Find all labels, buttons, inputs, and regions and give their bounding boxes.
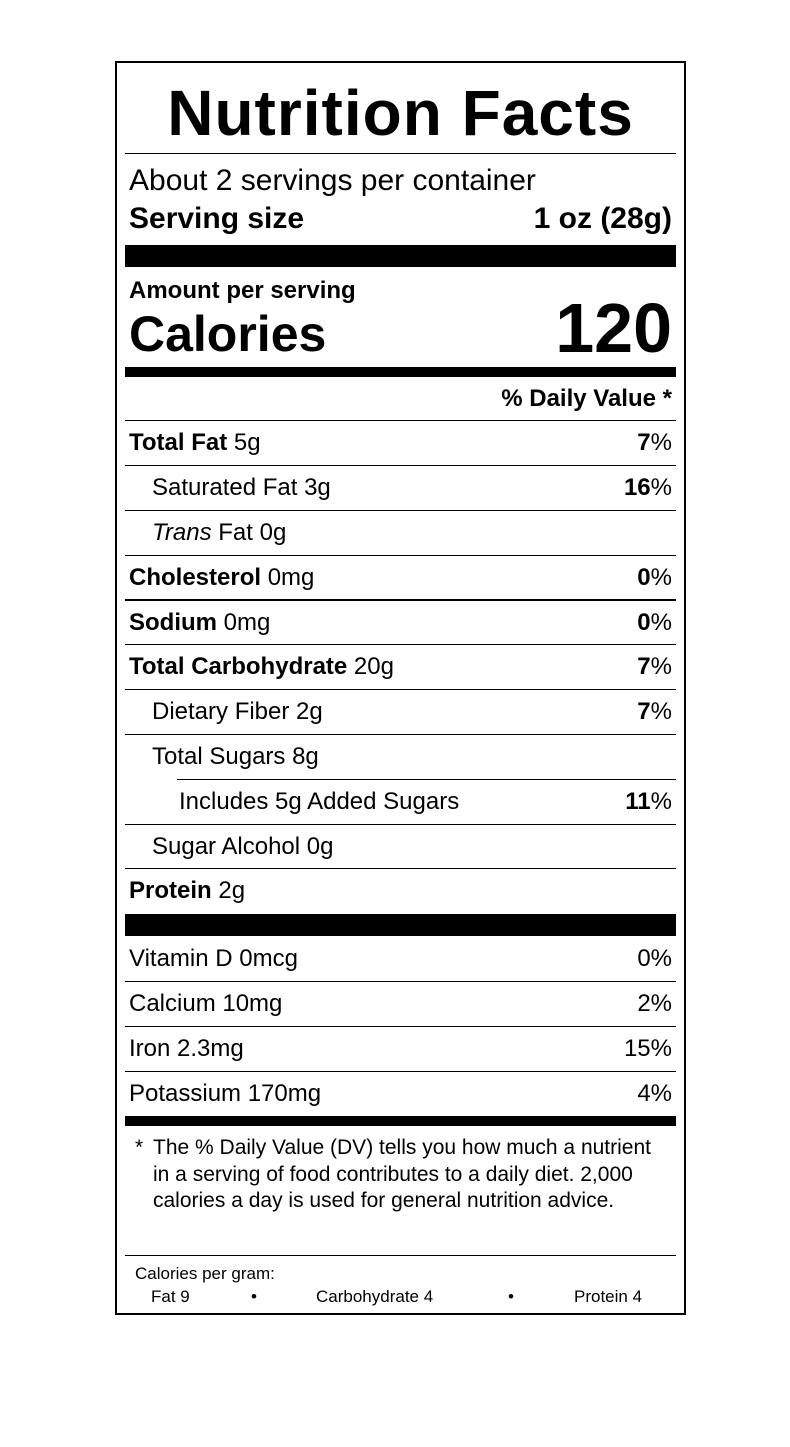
nutrient-name-italic: Trans [152, 519, 212, 546]
nutrient-dv-unit: % [650, 474, 672, 501]
vitamin-dv: 15% [623, 1035, 672, 1062]
nutrient-row-sodium [125, 601, 676, 645]
vitamin-row-potassium [125, 1072, 676, 1116]
nutrient-dv: 11 [625, 788, 651, 815]
vitamin-row-vitamin-d [125, 937, 676, 981]
nutrient-row-total-sugars [125, 735, 676, 779]
nutrient-row-total-carbohydrate [125, 645, 676, 689]
nutrient-name: Total Carbohydrate [129, 653, 348, 680]
nutrient-dv: 7 [637, 653, 651, 680]
nutrient-dv-unit: % [650, 653, 672, 680]
serving-size-value: 1 oz (28g) [533, 202, 672, 235]
nutrient-dv: 7 [637, 429, 651, 456]
nutrient-name: Cholesterol [129, 564, 262, 591]
nutrient-name: Total Sugars 8g [152, 743, 319, 770]
footnote-divider [125, 1255, 676, 1256]
nutrient-row-total-fat [125, 421, 676, 465]
calories-per-gram-fat: Fat 9 [151, 1287, 190, 1306]
servings-per-container: About 2 servings per container [129, 164, 536, 197]
calories-per-gram-carbohydrate: Carbohydrate 4 [316, 1287, 434, 1306]
vitamin-name: Calcium 10mg [129, 990, 283, 1017]
calories-label: Calories [129, 306, 327, 362]
nutrient-row-protein [125, 869, 676, 913]
vitamin-dv: 4% [637, 1080, 672, 1107]
nutrient-row-dietary-fiber [125, 690, 676, 734]
vitamin-row-iron [125, 1027, 676, 1071]
vitamin-name: Iron 2.3mg [129, 1035, 244, 1062]
nutrient-amount: 5g [233, 429, 261, 456]
nutrient-row-sugar-alcohol [125, 825, 676, 869]
nutrient-row-saturated-fat [125, 466, 676, 510]
calories-per-gram-label: Calories per gram: [135, 1264, 275, 1283]
nutrient-dv: 0 [637, 564, 651, 591]
thick-divider-top [125, 245, 676, 267]
nutrient-name: Total Fat [129, 429, 228, 456]
calories-per-gram-protein: Protein 4 [574, 1287, 643, 1306]
label-title: Nutrition Facts [167, 77, 634, 149]
nutrient-dv-unit: % [650, 698, 672, 725]
vitamin-dv: 0% [637, 945, 672, 972]
nutrient-dv-unit: % [650, 564, 672, 591]
bullet-separator: • [508, 1287, 514, 1306]
calories-divider [125, 367, 676, 377]
amount-per-serving: Amount per serving [129, 277, 356, 304]
nutrient-name: Protein [129, 877, 212, 904]
nutrient-dv: 16 [623, 474, 651, 501]
calories-value: 120 [555, 289, 672, 367]
nutrient-dv: 7 [637, 698, 651, 725]
nutrient-row-cholesterol [125, 556, 676, 600]
vitamin-row-calcium [125, 982, 676, 1026]
nutrient-name: Sodium [129, 609, 217, 636]
nutrition-facts-label [115, 61, 686, 1315]
bullet-separator: • [251, 1287, 257, 1306]
daily-value-header: % Daily Value * [501, 385, 672, 412]
title-divider [125, 153, 676, 154]
nutrient-amount: 20g [353, 653, 394, 680]
nutrient-name: Includes 5g Added Sugars [179, 788, 460, 815]
nutrient-dv-unit: % [650, 429, 672, 456]
nutrient-row-trans-fat [125, 511, 676, 555]
thick-divider-vitamins [125, 914, 676, 936]
nutrient-name: Fat 0g [218, 519, 287, 546]
vitamin-name: Vitamin D 0mcg [129, 945, 298, 972]
footnote-star: * [135, 1136, 144, 1159]
nutrient-name: Dietary Fiber 2g [152, 698, 323, 725]
nutrient-dv-unit: % [650, 609, 672, 636]
footnote-text: The % Daily Value (DV) tells you how much a nutrient in a serving of food contributes to a daily diet. 2,000 calories a day is used for general nutrition advice. [153, 1136, 651, 1212]
nutrient-row-added-sugars [125, 780, 676, 824]
vitamin-name: Potassium 170mg [129, 1080, 322, 1107]
serving-size-label: Serving size [129, 202, 305, 235]
nutrient-amount: 0mg [223, 609, 271, 636]
vitamin-dv: 2% [637, 990, 672, 1017]
nutrient-amount: 0mg [267, 564, 315, 591]
nutrient-name: Sugar Alcohol 0g [152, 833, 334, 860]
nutrient-dv: 0 [637, 609, 651, 636]
thick-divider-footnote [125, 1116, 676, 1126]
nutrient-amount: 2g [218, 877, 246, 904]
nutrient-dv-unit: % [650, 788, 672, 815]
nutrient-name: Saturated Fat 3g [152, 474, 331, 501]
